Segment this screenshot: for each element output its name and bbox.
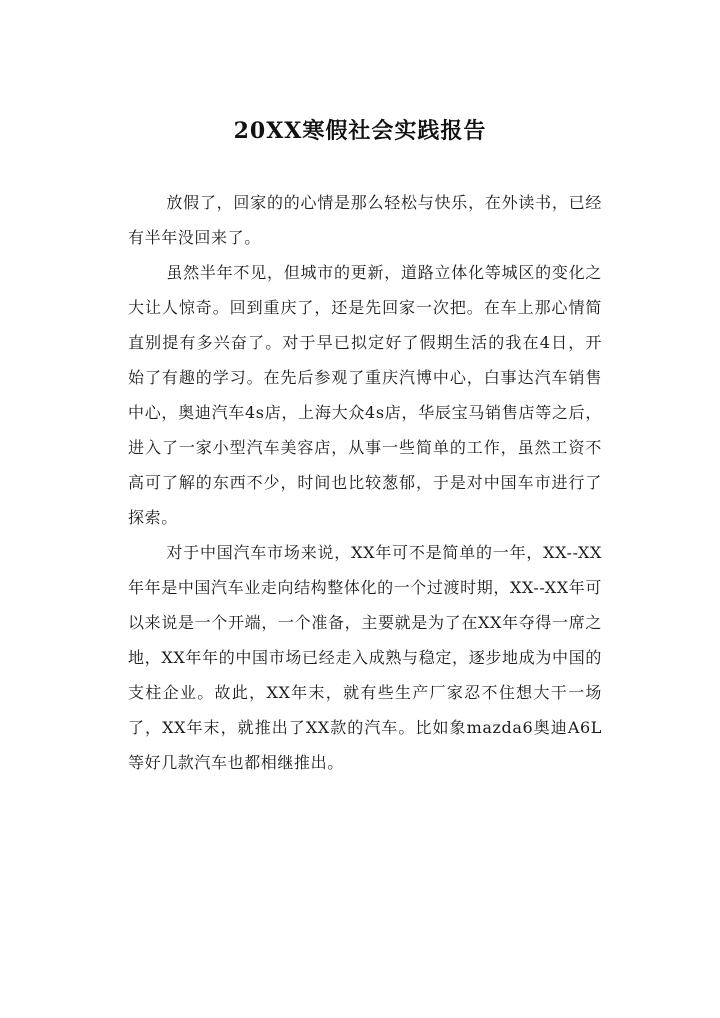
document-title: 20XX寒假社会实践报告 bbox=[233, 117, 487, 144]
document-body bbox=[128, 185, 602, 780]
paragraph-3: 对于中国汽车市场来说，XX年可不是简单的一年，XX--XX年年是中国汽车业走向结构整体化的一个过渡时期，XX--XX年可以来说是一个开端，一个准备，主要就是为了在XX年夺得一席之地，XX年年的中国市场已经走入成熟与稳定，逐步地成为中国的支柱企业。故此，XX年末，就有些生产厂家忍不住想大干一场了，XX年末，就推出了XX款的汽车。比如象mazda6奥迪A6L等好几款汽车也都相继推出。 bbox=[128, 543, 602, 772]
paragraph-1: 放假了，回家的的心情是那么轻松与快乐，在外读书，已经有半年没回来了。 bbox=[128, 193, 602, 247]
paragraph-2: 虽然半年不见，但城市的更新，道路立体化等城区的变化之大让人惊奇。回到重庆了，还是先回家一次把。在车上那心情简直别提有多兴奋了。对于早已拟定好了假期生活的我在4日，开始了有趣的学习。在先后参观了重庆汽博中心，白事达汽车销售中心，奥迪汽车4s店，上海大众4s店，华辰宝马销售店等之后，进入了一家小型汽车美容店，从事一些简单的工作，虽然工资不高可了解的东西不少，时间也比较葱郁，于是对中国车市进行了探索。 bbox=[128, 263, 602, 527]
